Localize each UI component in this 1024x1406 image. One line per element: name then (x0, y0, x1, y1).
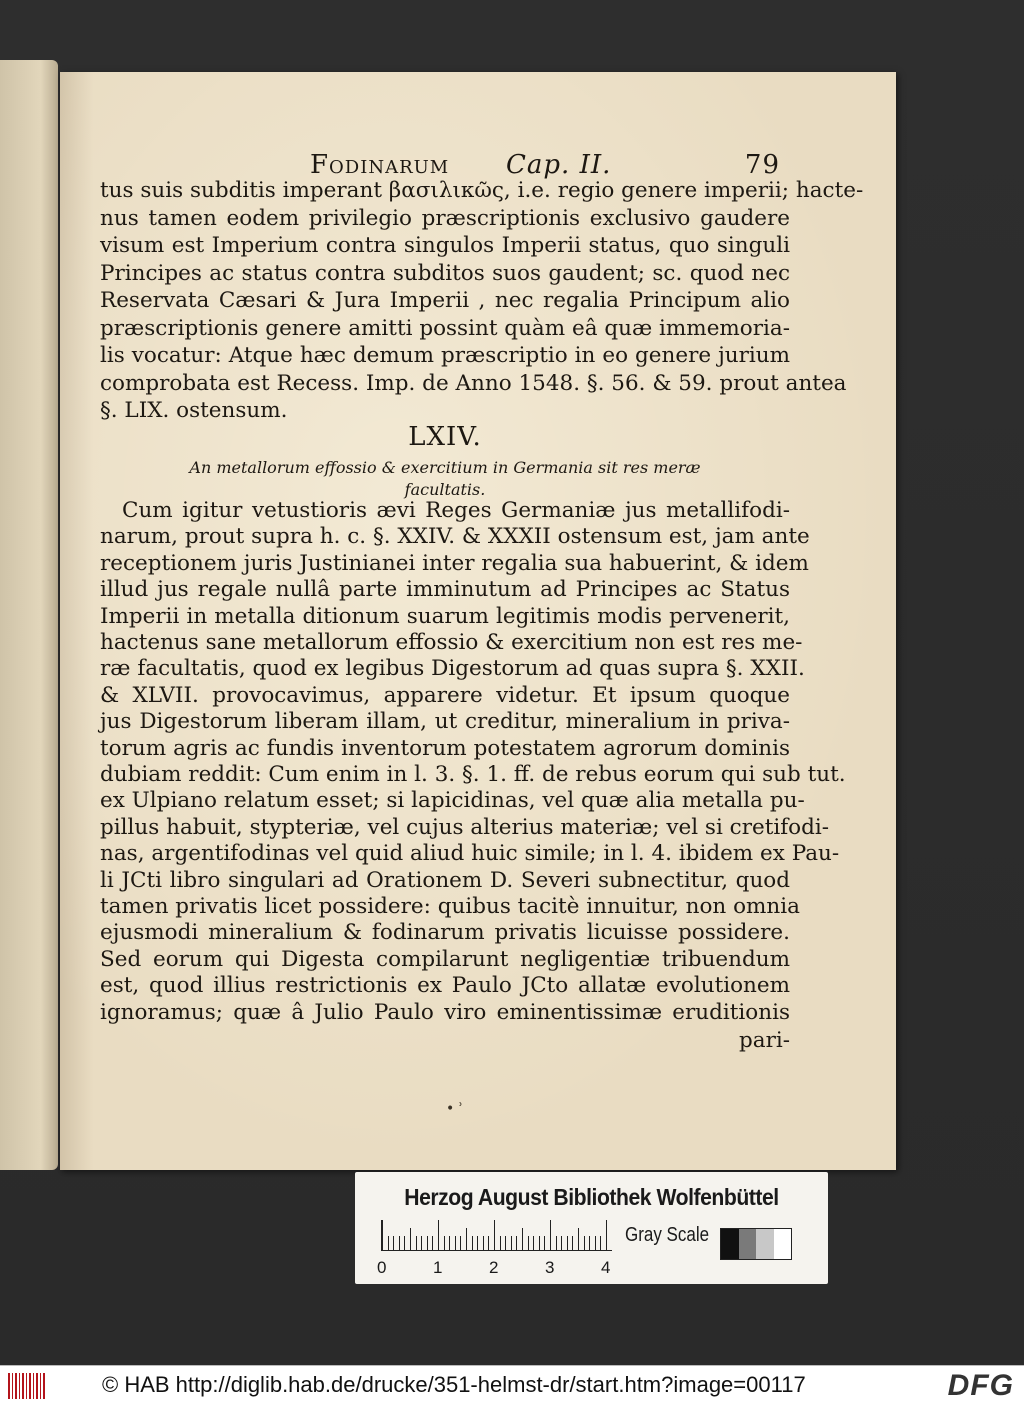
text-line: nas, argentifodinas vel quid aliud huic simile; in l. 4. ibidem ex Pau- (100, 841, 840, 867)
ruler-tick (539, 1236, 540, 1250)
ruler-tick (595, 1236, 596, 1250)
ruler-number: 1 (433, 1258, 443, 1277)
text-line: comprobata est Recess. Imp. de Anno 1548. §. 56. & 59. prout antea (100, 370, 847, 396)
ruler-tick (606, 1220, 607, 1250)
ruler-tick (561, 1236, 562, 1250)
text-line: jus Digestorum liberam illam, ut creditur, mineralium in priva- (100, 709, 790, 735)
ruler-tick (410, 1228, 411, 1250)
text-line: tus suis subditis imperant βασιλικῶς, i.e. regio genere imperii; hacte- (100, 178, 864, 203)
page-mark: • ʾ (446, 1101, 464, 1117)
gray-scale-swatch (720, 1228, 792, 1260)
scale-ruler (381, 1220, 612, 1251)
gray-swatch-cell (739, 1229, 757, 1259)
text-line: receptionem juris Justinianei inter regalia sua habuerint, & idem (100, 550, 809, 576)
ruler-number: 4 (601, 1258, 611, 1277)
text-line: Imperii in metalla ditionum suarum legitimis modis pervenerit, (100, 603, 790, 629)
barcode-icon (8, 1373, 46, 1399)
text-line: nus tamen eodem privilegio præscriptionis exclusivo gaudere (100, 205, 790, 231)
text-line: Sed eorum qui Digesta compilarunt negligentiæ tribuendum (100, 946, 790, 972)
ruler-tick (516, 1236, 517, 1250)
text-line: narum, prout supra h. c. §. XXIV. & XXXII ostensum est, jam ante (100, 524, 810, 550)
text-line: §. LIX. ostensum. (100, 398, 288, 423)
text-line: tamen privatis licet possidere: quibus tacitè innuitur, non omnia (100, 894, 800, 919)
gray-scale-label: Gray Scale (625, 1224, 710, 1246)
section-title-line2: facultatis. (404, 480, 486, 499)
text-line: pillus habuit, stypteriæ, vel cujus alterius materiæ; vel si cretifodi- (100, 814, 830, 840)
text-line: ignoramus; quæ â Julio Paulo viro eminentissimæ eruditionis (100, 999, 790, 1025)
ruler-tick (528, 1236, 529, 1250)
gray-swatch-cell (721, 1229, 739, 1259)
text-line: lis vocatur: Atque hæc demum præscriptio in eo genere jurium (100, 343, 790, 368)
ruler-tick (432, 1236, 433, 1250)
ruler-tick (522, 1228, 523, 1250)
text-line: Cum igitur vetustioris ævi Reges Germaniæ jus metallifodi- (122, 498, 790, 523)
catchword: pari- (739, 1028, 790, 1053)
text-line: Reservata Cæsari & Jura Imperii , nec regalia Principum alio (100, 288, 790, 313)
ruler-tick (421, 1236, 422, 1250)
ruler-number: 0 (377, 1258, 387, 1277)
ruler-number: 3 (545, 1258, 555, 1277)
ruler-tick (438, 1220, 439, 1250)
ruler-tick (483, 1236, 484, 1250)
page-number: 79 (744, 150, 780, 180)
ruler-tick (404, 1236, 405, 1250)
dfg-logo: DFG (947, 1369, 1014, 1402)
section-number: LXIV. (408, 422, 482, 452)
ruler-tick (500, 1236, 501, 1250)
ruler-tick (477, 1236, 478, 1250)
text-line: visum est Imperium contra singulos Imperii status, quo singuli (100, 233, 790, 258)
text-line: dubiam reddit: Cum enim in l. 3. §. 1. ff. de rebus eorum qui sub tut. (100, 762, 846, 787)
text-line: ex Ulpiano relatum esset; si lapicidinas, vel quæ alia metalla pu- (100, 788, 805, 814)
ruler-tick (444, 1236, 445, 1250)
book-page (60, 72, 896, 1170)
ruler-tick (505, 1236, 506, 1250)
ruler-tick (572, 1236, 573, 1250)
footer-url[interactable]: © HAB http://diglib.hab.de/drucke/351-helmst-dr/start.htm?image=00117 (102, 1372, 806, 1397)
ruler-tick (393, 1236, 394, 1250)
gray-swatch-cell (756, 1229, 774, 1259)
text-line: illud jus regale nullâ parte imminutum ad Principes ac Status (100, 577, 790, 603)
ruler-tick (550, 1220, 551, 1250)
ruler-tick (455, 1236, 456, 1250)
ruler-tick (449, 1236, 450, 1250)
ruler-tick (556, 1236, 557, 1250)
ruler-tick (382, 1220, 383, 1250)
text-line: est, quod illius restrictionis ex Paulo JCto allatæ evolutionem (100, 973, 790, 999)
ruler-tick (578, 1228, 579, 1250)
footer-bar (0, 1365, 1024, 1406)
text-line: & XLVII. provocavimus, apparere videtur. Et ipsum quoque (100, 682, 790, 708)
library-name: Herzog August Bibliothek Wolfenbüttel (404, 1184, 779, 1210)
section-title-line1: An metallorum effossio & exercitium in Germania sit res meræ (189, 458, 701, 477)
ruler-tick (488, 1236, 489, 1250)
text-line: li JCti libro singulari ad Orationem D. Severi subnectitur, quod (100, 867, 790, 893)
text-line: præscriptionis genere amitti possint quàm eâ quæ immemoria- (100, 315, 790, 341)
ruler-tick (466, 1228, 467, 1250)
ruler-number: 2 (489, 1258, 499, 1277)
text-line: ejusmodi mineralium & fodinarum privatis licuisse possidere. (100, 920, 790, 946)
ruler-tick (416, 1236, 417, 1250)
library-label-card (355, 1172, 828, 1284)
ruler-tick (388, 1236, 389, 1250)
text-line: torum agris ac fundis inventorum potestatem agrorum dominis (100, 735, 790, 761)
ruler-tick (600, 1236, 601, 1250)
text-line: ræ facultatis, quod ex legibus Digestorum ad quas supra §. XXII. (100, 656, 805, 682)
ruler-tick (584, 1236, 585, 1250)
text-line: Principes ac status contra subditos suos gaudent; sc. quod nec (100, 260, 790, 286)
text-line: hactenus sane metallorum effossio & exercitium non est res me- (100, 630, 803, 655)
ruler-tick (567, 1236, 568, 1250)
ruler-tick (533, 1236, 534, 1250)
ruler-tick (511, 1236, 512, 1250)
gray-swatch-cell (774, 1229, 792, 1259)
ruler-tick (460, 1236, 461, 1250)
ruler-tick (544, 1236, 545, 1250)
ruler-tick (427, 1236, 428, 1250)
ruler-tick (494, 1220, 495, 1250)
previous-page-edge (0, 60, 58, 1170)
ruler-tick (399, 1236, 400, 1250)
header-chapter: Cap. II. (506, 150, 612, 180)
ruler-tick (589, 1236, 590, 1250)
ruler-tick (472, 1236, 473, 1250)
header-title: Fodinarum (310, 150, 450, 180)
